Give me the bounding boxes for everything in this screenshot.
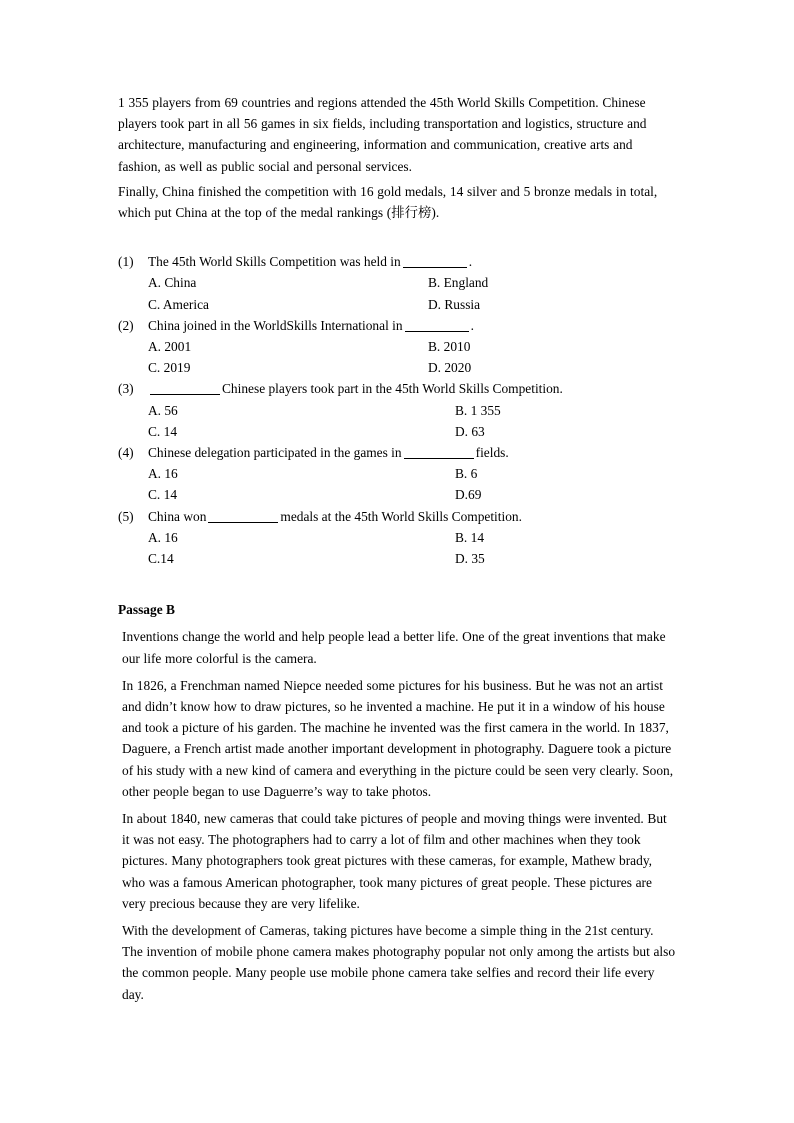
answer-blank-4[interactable]: [404, 458, 474, 459]
question-number-5: (5): [118, 508, 134, 524]
question-stem-1: [118, 251, 674, 272]
page-content: [118, 92, 674, 1011]
option-1-b[interactable]: B. England: [428, 275, 489, 291]
question-list: [118, 251, 674, 569]
question-number-2: (2): [118, 317, 134, 333]
question-stem-text-after-1: .: [468, 254, 473, 270]
question-item-3: [118, 378, 674, 442]
question-options-row-4-ab: [118, 463, 674, 484]
option-4-d[interactable]: D.69: [455, 487, 482, 503]
option-3-c[interactable]: C. 14: [148, 423, 178, 439]
question-options-row-2-ab: [118, 336, 674, 357]
passage-b-paragraph-4: With the development of Cameras, taking pictures have become a simple thing in the 21st century. The invention of mobile phone camera makes photography popular not only among the artists but also the common people. Many people use mobile phone camera take selfies and record their life every day.: [122, 922, 676, 1002]
question-options-row-5-cd: [118, 548, 674, 569]
option-2-a[interactable]: A. 2001: [148, 339, 192, 354]
answer-blank-2[interactable]: [405, 331, 469, 332]
passage-b-paragraph-2: In 1826, a Frenchman named Niepce needed some pictures for his business. But he was not an artist and didn’t know how to draw pictures, so he invented a machine. He put it in a window of his house and took a picture of his garden. The machine he invented was the first camera in the world. In 1837, Daguere, a French artist made another important development in photography. Daguere took a picture of his study with a new kind of camera and everything in the picture could be seen very clearly. Soon, other people began to use Daguerre’s way to take photos.: [122, 677, 674, 799]
question-stem-text-after-4: fields.: [475, 444, 509, 460]
question-stem-text-before-1: The 45th World Skills Competition was held in: [148, 254, 401, 270]
passage-b-section: [118, 599, 674, 1005]
option-4-c[interactable]: C. 14: [148, 487, 178, 503]
question-options-row-5-ab: [118, 527, 674, 548]
question-stem-text-after-5: medals at the 45th World Skills Competition.: [280, 508, 522, 524]
option-1-c[interactable]: C. America: [148, 296, 209, 312]
question-stem-5: [118, 506, 674, 527]
answer-blank-1[interactable]: [403, 267, 467, 268]
option-4-b[interactable]: B. 6: [455, 466, 478, 482]
passage-a-body: [118, 92, 674, 223]
passage-a-paragraph-1: 1 355 players from 69 countries and regions attended the 45th World Skills Competition. Chinese players took part in all 56 games in six fields, including transportation and logistics, structure and architecture, manufacturing and engineering, information and communication, creative arts and fashion, as well as public social and personal services.: [118, 95, 647, 174]
passage-b-paragraph-1: Inventions change the world and help people lead a better life. One of the great inventions that make our life more colorful is the camera.: [122, 629, 666, 666]
option-3-d[interactable]: D. 63: [455, 423, 485, 439]
option-2-d[interactable]: D. 2020: [428, 360, 472, 376]
question-stem-4: [118, 442, 674, 463]
option-5-c[interactable]: C.14: [148, 550, 174, 566]
option-3-b[interactable]: B. 1 355: [455, 402, 501, 418]
question-number-1: (1): [118, 254, 134, 270]
question-stem-2: [118, 315, 674, 336]
option-3-a[interactable]: A. 56: [148, 402, 178, 418]
question-number-4: (4): [118, 444, 134, 460]
question-options-row-4-cd: [118, 484, 674, 505]
option-5-a[interactable]: A. 16: [148, 529, 178, 545]
question-stem-text-after-3: Chinese players took part in the 45th World Skills Competition.: [222, 381, 563, 397]
option-4-a[interactable]: A. 16: [148, 466, 178, 482]
option-1-a[interactable]: A. China: [148, 275, 197, 291]
question-stem-text-before-5: China won: [148, 508, 207, 524]
option-2-c[interactable]: C. 2019: [148, 360, 191, 376]
question-options-row-1-cd: [118, 294, 674, 315]
passage-b-paragraph-3: In about 1840, new cameras that could take pictures of people and moving things were invented. But it was not easy. The photographers had to carry a lot of film and other machines when they took pictures. Many photographers took great pictures with these cameras, for example, Mathew brady, who was a famous American photographer, took many pictures of great people. These pictures are very precious because they are very lifelike.: [122, 810, 667, 911]
option-5-d[interactable]: D. 35: [455, 550, 485, 566]
question-item-4: [118, 442, 674, 506]
option-2-b[interactable]: B. 2010: [428, 339, 471, 354]
question-item-5: [118, 506, 674, 570]
question-options-row-3-ab: [118, 400, 674, 421]
answer-blank-3[interactable]: [150, 394, 220, 395]
answer-blank-5[interactable]: [208, 522, 278, 523]
question-options-row-3-cd: [118, 421, 674, 442]
question-item-2: [118, 315, 674, 379]
question-number-3: (3): [118, 381, 134, 397]
question-stem-text-before-2: China joined in the WorldSkills International in: [148, 317, 403, 333]
question-options-row-1-ab: [118, 272, 674, 293]
question-stem-text-after-2: .: [470, 317, 474, 333]
question-stem-3: [118, 378, 674, 399]
passage-a-paragraph-2: Finally, China finished the competition with 16 gold medals, 14 silver and 5 bronze medals in total, which put China at the top of the medal rankings (排行榜).: [118, 183, 658, 221]
option-1-d[interactable]: D. Russia: [428, 296, 481, 312]
question-item-1: [118, 251, 674, 315]
question-stem-text-before-4: Chinese delegation participated in the games in: [148, 444, 402, 460]
option-5-b[interactable]: B. 14: [455, 529, 485, 545]
question-options-row-2-cd: [118, 357, 674, 378]
passage-b-heading: Passage B: [118, 602, 175, 618]
